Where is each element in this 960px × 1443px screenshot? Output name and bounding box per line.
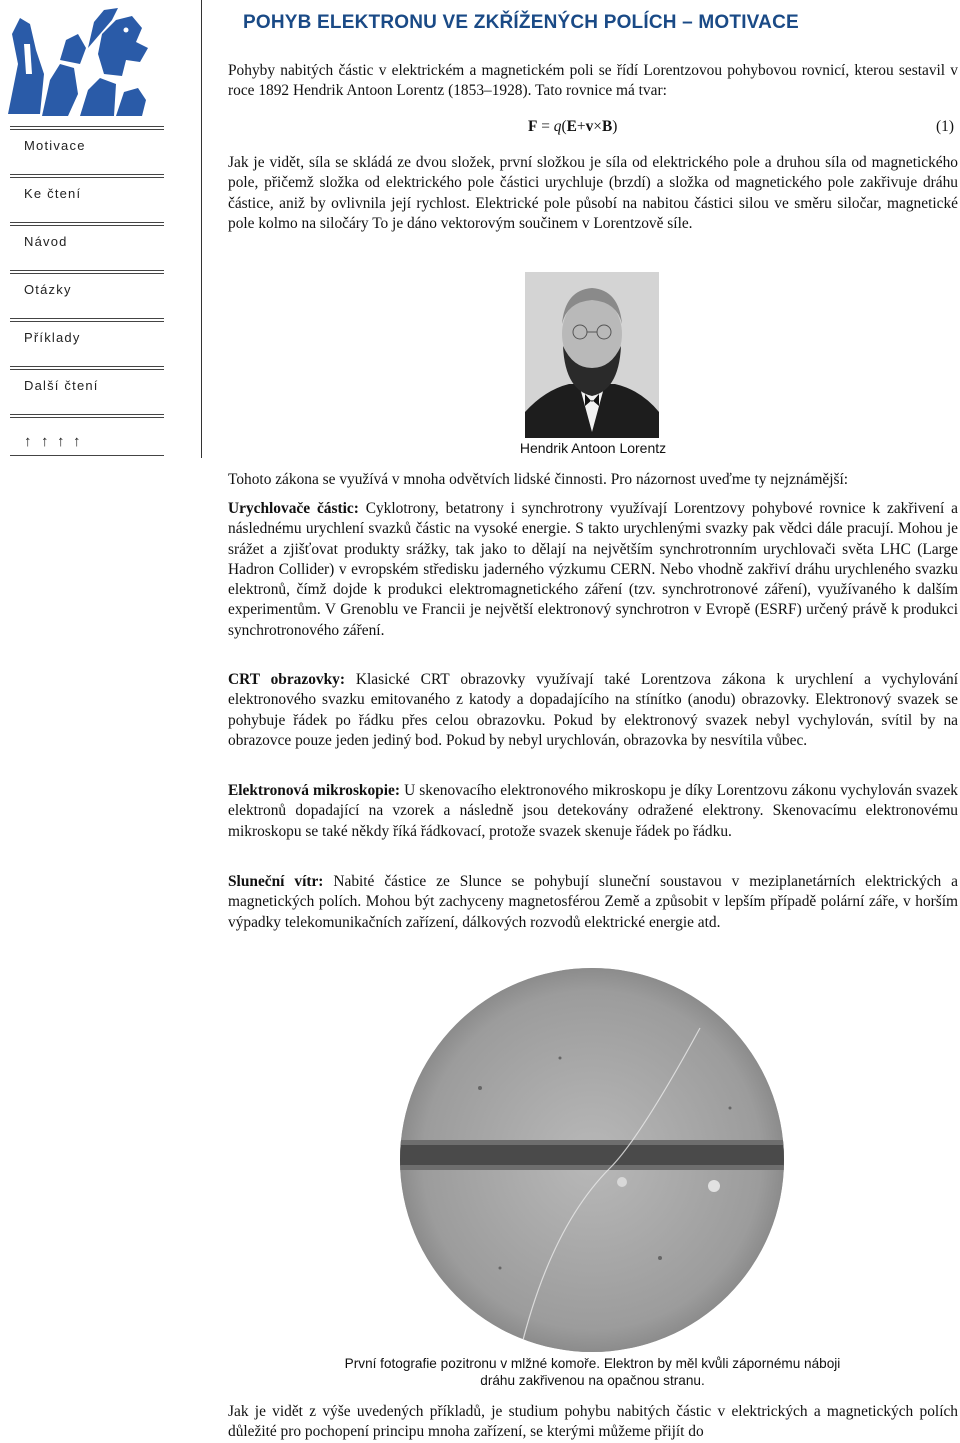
- nav-item-ke-cteni[interactable]: [10, 174, 164, 220]
- solar-wind-text: Nabité částice ze Slunce se pohybují sluneční soustavou v meziplanetárních elektrických a magnetických polích. Mohou být zachyceny magnetosférou Země a způsobit v lepším případě polární záře, v horším výpadky telekomunikačních zařízení, dálkových rozvodů elektrické energie atd.: [228, 873, 958, 931]
- intro-paragraph: Pohyby nabitých částic v elektrickém a magnetickém poli se řídí Lorentzovou pohybovou rovnicí, kterou sestavil v roce 1892 Hendrik Antoon Lorentz (1853–1928). Tato rovnice má tvar:: [228, 62, 958, 100]
- nav-item-label: Motivace: [24, 138, 86, 153]
- nav-item-label: Příklady: [24, 330, 81, 345]
- arrow-up-icon[interactable]: ↑: [41, 433, 49, 450]
- arrow-up-icon[interactable]: ↑: [24, 433, 32, 450]
- accelerators-text: Cyklotrony, betatrony i synchrotrony využívají Lorentzovy pohybové rovnice k zakřivení a následnému urychlení svazků částic na vysoké energie. S takto urychlenými svazky pak vědci dále pracují. Mohou je srážet a zjišťovat produkty srážky, tak jako to dělají na největším synchrotronním urychlovači světa LHC (Large Hadron Collider) v evropském středisku jaderného výzkumu CERN. Nebo vhodně zakřiví dráhu urychleného svazku elektronů, čímž dojde k produkci elektromagnetického záření (tzv. synchrotronové záření), využívaného k dalším experimentům. V Grenoblu ve Francii je největší elektronový synchrotron v Evropě (ESRF) určený právě k produkci synchrotronového záření.: [228, 500, 958, 639]
- nav-arrows: [10, 414, 164, 455]
- microscopy-paragraph: [228, 781, 958, 842]
- nav-item-motivace[interactable]: [10, 126, 164, 172]
- usage-intro: Tohoto zákona se využívá v mnoha odvětvích lidské činnosti. Pro názornost uveďme ty nejznámější:: [228, 471, 849, 488]
- page-title: POHYB ELEKTRONU VE ZKŘÍŽENÝCH POLÍCH – MOTIVACE: [243, 12, 799, 33]
- force-explanation: Jak je vidět, síla se skládá ze dvou složek, první složkou je síla od elektrického pole a druhou síla od magnetického pole, přičemž složka od elektrického pole částici urychluje (brzdí) a složka od magnetického pole zakřivuje dráhu částice, aniž by ovlivnila její rychlost. Elektrické pole působí na nabitou částici silou ve směru siločar, magnetické pole kolmo na siločáry To je dáno vektorovým součinem v Lorentzově síle.: [228, 154, 958, 232]
- accelerators-term: Urychlovače částic:: [228, 500, 359, 517]
- chamber-caption: První fotografie pozitronu v mlžné komoře. Elektron by měl kvůli zápornému náboji dráhu zakřivenou na opačnou stranu.: [344, 1356, 841, 1388]
- solar-wind-term: Sluneční vítr:: [228, 873, 324, 890]
- nav-item-navod[interactable]: [10, 222, 164, 268]
- equation-number: (1): [936, 118, 954, 135]
- crt-text: Klasické CRT obrazovky využívají také Lorentzova zákona k urychlení a vychylování elektronového svazku emitovaného z katody a dopadajícího na stínítko (anodu) obrazovky. Elektronový svazek se pohybuje řádek po řádku přes celou obrazovku. Pokud by elektronový svazek nebyl vychylován, svítil by na obrazovce pouze jeden jediný bod. Pokud by nebyl urychlován, obrazovka by nesvítila vůbec.: [228, 671, 958, 749]
- lorentz-equation: [228, 117, 958, 139]
- nav-item-dalsi-cteni[interactable]: [10, 366, 164, 412]
- portrait-caption: Hendrik Antoon Lorentz: [519, 440, 667, 456]
- cloud-chamber-photo: [400, 968, 784, 1352]
- nav-item-label: Další čtení: [24, 378, 99, 393]
- nav-item-label: Otázky: [24, 282, 72, 297]
- equation-formula: F = q(E+v×B): [528, 118, 618, 135]
- sidebar: [0, 0, 205, 458]
- sidebar-divider: [201, 0, 202, 458]
- nav-divider: [10, 455, 164, 456]
- crt-term: CRT obrazovky:: [228, 671, 345, 688]
- accelerators-paragraph: [228, 499, 958, 641]
- lorentz-portrait: [525, 272, 659, 438]
- nav-item-otazky[interactable]: [10, 270, 164, 316]
- conclusion-paragraph: Jak je vidět z výše uvedených příkladů, je studium pohybu nabitých částic v elektrických a magnetických polích důležité pro pochopení principu mnoha zařízení, se kterými můžeme přijít do: [228, 1403, 958, 1441]
- arrow-up-icon[interactable]: ↑: [57, 433, 65, 450]
- microscopy-text: U skenovacího elektronového mikroskopu je díky Lorentzovu zákonu vychylován svazek elektronů dopadající na vzorek a následně jsou detekovány odražené elektrony. Skenovacímu elektronovému mikroskopu se také někdy říká řádkovací, protože svazek skenuje řádek po řádku.: [228, 782, 958, 840]
- solar-wind-paragraph: [228, 872, 958, 933]
- nav-menu: [10, 126, 164, 455]
- microscopy-term: Elektronová mikroskopie:: [228, 782, 400, 799]
- lion-logo[interactable]: [4, 4, 154, 118]
- nav-item-label: Ke čtení: [24, 186, 82, 201]
- nav-item-label: Návod: [24, 234, 68, 249]
- arrow-up-icon[interactable]: ↑: [73, 433, 81, 450]
- nav-item-priklady[interactable]: [10, 318, 164, 364]
- crt-paragraph: [228, 670, 958, 751]
